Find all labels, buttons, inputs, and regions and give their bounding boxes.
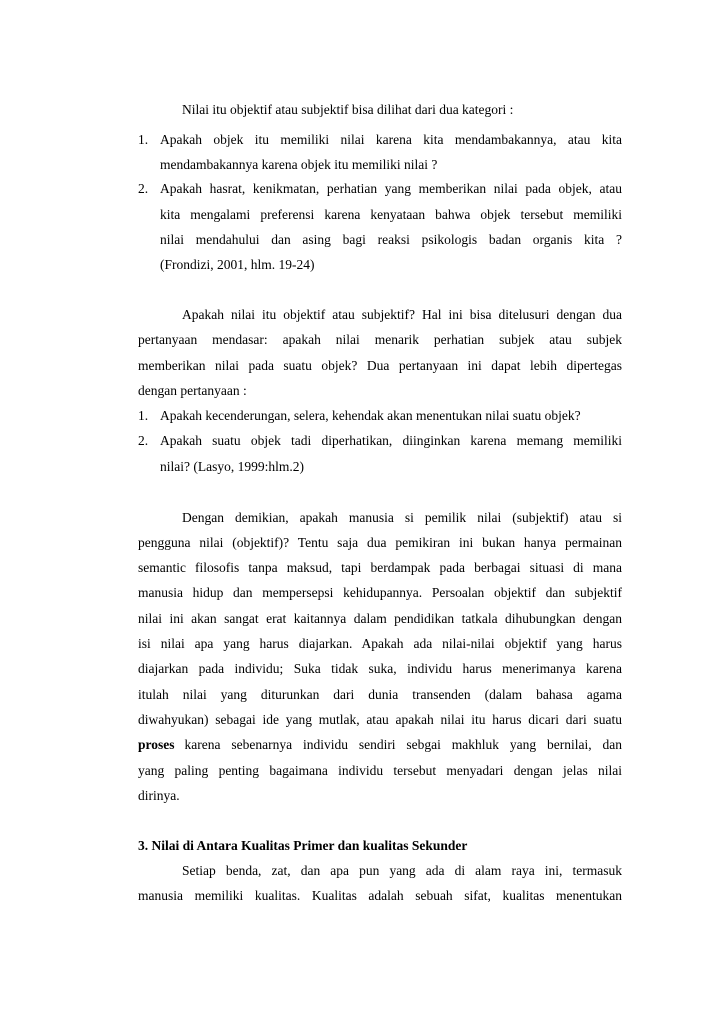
list-item-line: kita mengalami preferensi karena kenyataan bahwa objek tersebut memiliki — [160, 207, 622, 222]
list-item-line: Apakah hasrat, kenikmatan, perhatian yang memberikan nilai pada objek, atau — [160, 181, 622, 196]
list-item-line: nilai mendahului dan asing bagi reaksi psikologis badan organis kita ? — [160, 232, 622, 247]
list-item-line: Apakah suatu objek tadi diperhatikan, diinginkan karena memang memiliki — [160, 433, 622, 448]
paragraph-line: pertanyaan mendasar: apakah nilai menarik perhatian subjek atau subjek — [138, 332, 622, 347]
section-heading: 3. Nilai di Antara Kualitas Primer dan kualitas Sekunder — [138, 838, 468, 853]
list-item-line: Apakah objek itu memiliki nilai karena kita mendambakannya, atau kita — [160, 132, 622, 147]
paragraph-line: pengguna nilai (objektif)? Tentu saja dua pemikiran ini bukan hanya permainan — [138, 535, 622, 550]
list-number: 2. — [138, 181, 149, 196]
list-number: 2. — [138, 433, 149, 448]
paragraph-line: manusia memiliki kualitas. Kualitas adalah sebuah sifat, kualitas menentukan — [138, 888, 622, 903]
list-item-line: nilai? (Lasyo, 1999:hlm.2) — [160, 459, 304, 474]
list-item-line: (Frondizi, 2001, hlm. 19-24) — [160, 257, 315, 272]
paragraph-line: Setiap benda, zat, dan apa pun yang ada di alam raya ini, termasuk — [182, 863, 622, 878]
list-number: 1. — [138, 132, 149, 147]
paragraph-line: semantic filosofis tanpa maksud, tapi berdampak pada berbagai situasi di mana — [138, 560, 622, 575]
paragraph-line: manusia hidup dan mempersepsi kehidupannya. Persoalan objektif dan subjektif — [138, 585, 622, 600]
list-number: 1. — [138, 408, 149, 423]
paragraph-line: isi nilai apa yang harus diajarkan. Apakah ada nilai-nilai objektif yang harus — [138, 636, 622, 651]
list-item-line: mendambakannya karena objek itu memiliki nilai ? — [160, 157, 438, 172]
paragraph-line: memberikan nilai pada suatu objek? Dua pertanyaan ini dapat lebih dipertegas — [138, 358, 622, 373]
paragraph-line: dengan pertanyaan : — [138, 383, 247, 398]
list-item-line: Apakah kecenderungan, selera, kehendak akan menentukan nilai suatu objek? — [160, 408, 581, 423]
paragraph-intro: Nilai itu objektif atau subjektif bisa dilihat dari dua kategori : — [182, 102, 514, 117]
paragraph-line: nilai ini akan sangat erat kaitannya dalam pendidikan tatkala dihubungkan dengan — [138, 611, 622, 626]
paragraph-line: diwahyukan) sebagai ide yang mutlak, atau apakah nilai itu harus dicari dari suatu — [138, 712, 622, 727]
paragraph-line: itulah nilai yang diturunkan dari dunia transenden (dalam bahasa agama — [138, 687, 622, 702]
paragraph-line-rest: karena sebenarnya individu sendiri sebgai makhluk yang bernilai, dan — [184, 737, 622, 752]
paragraph-line: Dengan demikian, apakah manusia si pemilik nilai (subjektif) atau si — [182, 510, 622, 525]
paragraph-line-with-bold — [138, 736, 622, 754]
bold-term: proses — [138, 737, 175, 752]
paragraph-line: dirinya. — [138, 788, 180, 803]
paragraph-line: Apakah nilai itu objektif atau subjektif? Hal ini bisa ditelusuri dengan dua — [182, 307, 622, 322]
paragraph-line: yang paling penting bagaimana individu tersebut menyadari dengan jelas nilai — [138, 763, 622, 778]
paragraph-line: diajarkan pada individu; Suka tidak suka, individu harus menerimanya karena — [138, 661, 622, 676]
